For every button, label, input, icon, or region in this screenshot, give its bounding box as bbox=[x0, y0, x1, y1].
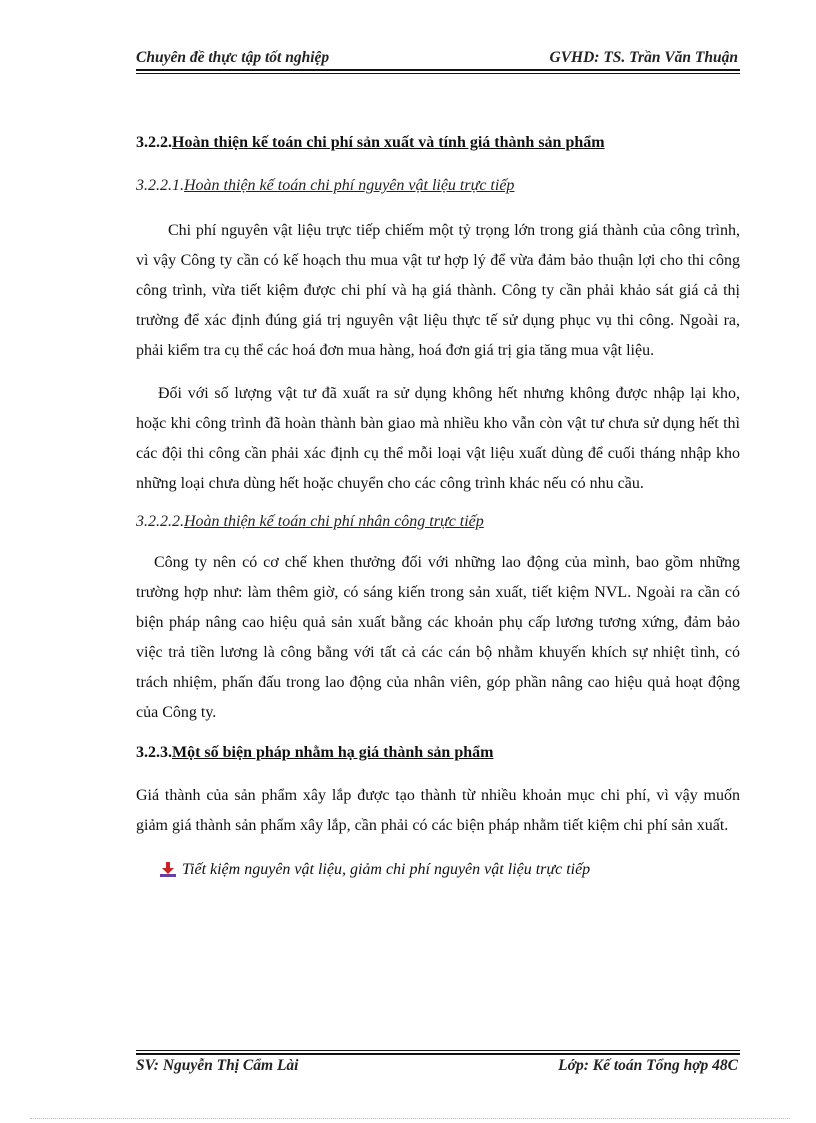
section-number: 3.2.2.1. bbox=[136, 177, 184, 194]
section-title: Hoàn thiện kế toán chi phí sản xuất và tính giá thành sản phẩm bbox=[172, 134, 605, 151]
page-footer bbox=[136, 1054, 738, 1078]
paragraph-3: Công ty nên có cơ chế khen thưởng đối với những lao động của mình, bao gồm những trường hợp như: làm thêm giờ, có sáng kiến trong sản xuất, tiết kiệm NVL. Ngoài ra cần có biện pháp nâng cao hiệu quả sản xuất bằng các khoản phụ cấp lương tương xứng, đảm bảo việc trả tiền lương là công bằng với tất cả các cán bộ nhằm khuyến khích sự nhiệt tình, có trách nhiệm, phấn đấu trong lao động của nhân viên, góp phần nâng cao hiệu quả hoạt động của Công ty. bbox=[136, 554, 740, 721]
section-number: 3.2.2. bbox=[136, 134, 172, 151]
section-number: 3.2.2.2. bbox=[136, 513, 184, 530]
paragraph-4: Giá thành của sản phẩm xây lắp được tạo thành từ nhiều khoản mục chi phí, vì vậy muốn giảm giá thành sản phẩm xây lắp, cần phải có các biện pháp nhằm tiết kiệm chi phí sản xuất. bbox=[136, 787, 740, 834]
arrow-down-bullet-icon bbox=[160, 862, 176, 878]
section-heading-3-2-2-2 bbox=[136, 511, 740, 533]
content-body bbox=[136, 132, 740, 881]
section-title: Hoàn thiện kế toán chi phí nguyên vật liệu trực tiếp bbox=[184, 177, 515, 194]
page-edge-divider bbox=[30, 1118, 790, 1119]
header-right: GVHD: TS. Trần Văn Thuận bbox=[549, 49, 738, 66]
header-rule bbox=[136, 69, 740, 74]
bullet-text: Tiết kiệm nguyên vật liệu, giảm chi phí nguyên vật liệu trực tiếp bbox=[182, 861, 591, 878]
paragraph-1: Chi phí nguyên vật liệu trực tiếp chiếm một tỷ trọng lớn trong giá thành của công trình, vì vậy Công ty cần có kế hoạch thu mua vật tư hợp lý để vừa đảm bảo thuận lợi cho thi công công trình, vừa tiết kiệm được chi phí và hạ giá thành. Công ty cần phải khảo sát giá cả thị trường để xác định đúng giá trị nguyên vật liệu thực tế sử dụng phục vụ thi công. Ngoài ra, phải kiểm tra cụ thể các hoá đơn mua hàng, hoá đơn giá trị gia tăng mua vật liệu. bbox=[136, 222, 740, 359]
footer-left: SV: Nguyễn Thị Cẩm Lài bbox=[136, 1057, 299, 1074]
header-left: Chuyên đề thực tập tốt nghiệp bbox=[136, 49, 330, 66]
section-number: 3.2.3. bbox=[136, 744, 172, 761]
section-title: Hoàn thiện kế toán chi phí nhân công trực tiếp bbox=[184, 513, 484, 530]
section-heading-3-2-3 bbox=[136, 742, 740, 764]
bullet-item bbox=[136, 859, 740, 881]
section-heading-3-2-2 bbox=[136, 132, 740, 154]
footer-right: Lớp: Kế toán Tổng hợp 48C bbox=[558, 1057, 738, 1074]
section-heading-3-2-2-1 bbox=[136, 175, 740, 197]
section-title: Một số biện pháp nhằm hạ giá thành sản phẩm bbox=[172, 744, 494, 761]
paragraph-2: Đối với số lượng vật tư đã xuất ra sử dụng không hết nhưng không được nhập lại kho, hoặc khi công trình đã hoàn thành bàn giao mà nhiều kho vẫn còn vật tư chưa sử dụng hết thì các đội thi công cần phải xác định cụ thể mỗi loại vật liệu xuất dùng để cuối tháng nhập kho những loại chưa dùng hết hoặc chuyển cho các công trình khác nếu có nhu cầu. bbox=[136, 385, 740, 492]
page-header bbox=[136, 46, 738, 70]
